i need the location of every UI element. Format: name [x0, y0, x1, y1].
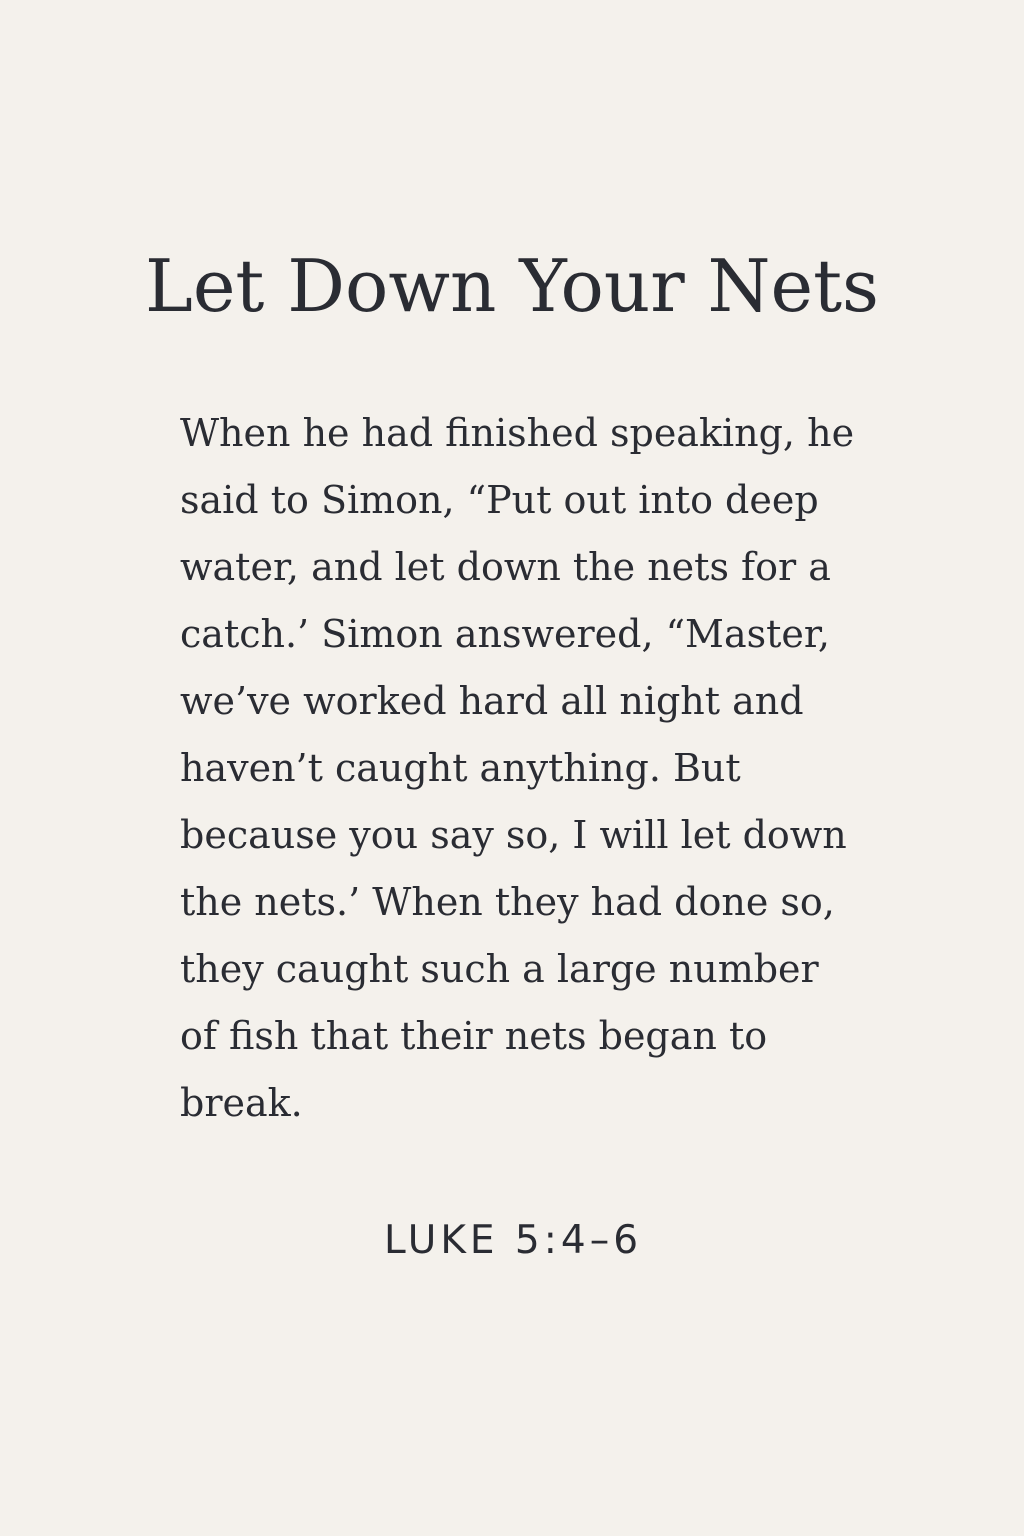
passage-line: water, and let down the nets for a [180, 545, 831, 589]
passage-line: break. [180, 1081, 303, 1125]
passage-line: the nets.’ When they had done so, [180, 880, 835, 924]
page-title: Let Down Your Nets [145, 244, 879, 328]
reference-text: LUKE 5:4–6 [383, 1218, 643, 1263]
passage-line: said to Simon, “Put out into deep [180, 478, 819, 522]
passage-line: they caught such a large number [180, 947, 819, 991]
passage-line: catch.’ Simon answered, “Master, [180, 612, 830, 656]
passage-line: haven’t caught anything. But [180, 746, 741, 790]
scripture-passage [180, 400, 880, 1137]
passage-line: we’ve worked hard all night and [180, 679, 804, 723]
passage-line: of fish that their nets began to [180, 1014, 768, 1058]
passage-line: because you say so, I will let down [180, 813, 847, 857]
passage-line: When he had finished speaking, he [180, 411, 855, 455]
scripture-reference [0, 1214, 1024, 1268]
